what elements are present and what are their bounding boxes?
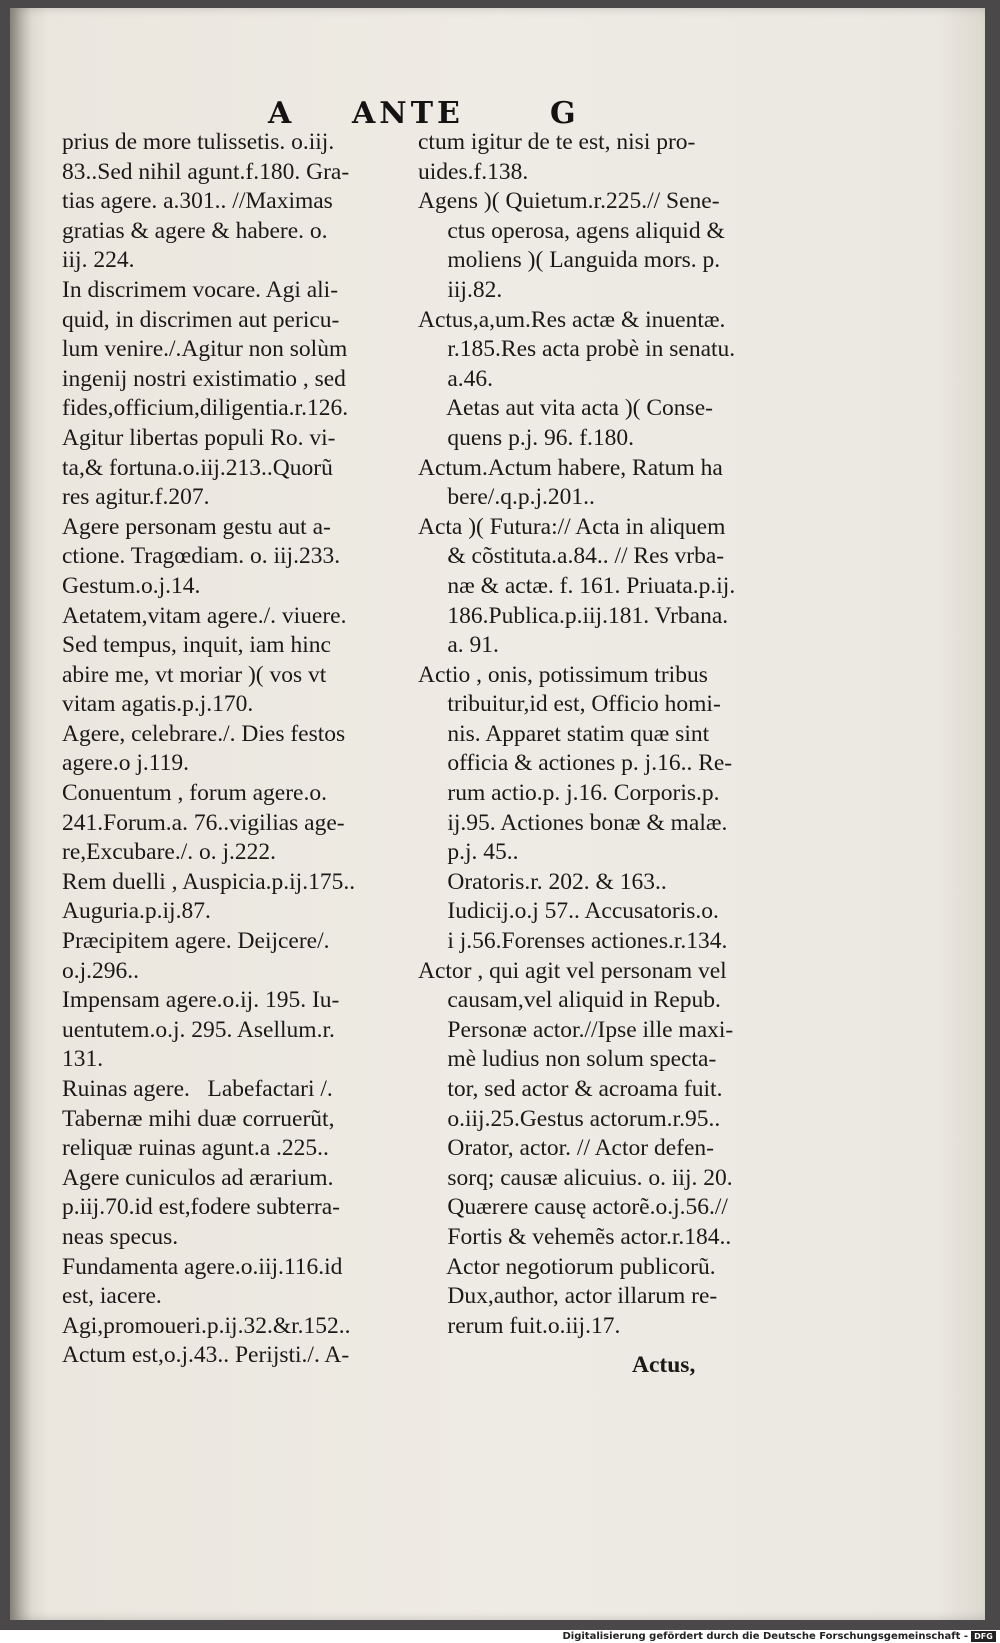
text-line: o.j.296..	[62, 957, 140, 984]
text-line: uides.f.138.	[418, 158, 529, 185]
text-line: tor, sed actor & acroama fuit.	[418, 1076, 723, 1102]
text-line: Tabernæ mihi duæ corruerũt,	[62, 1105, 335, 1132]
text-line: 131.	[62, 1046, 104, 1073]
text-line: bere/.q.p.j.201..	[418, 484, 595, 511]
text-line: ij.95. Actiones bonæ & malæ.	[418, 809, 728, 836]
funding-notice: Digitalisierung gefördert durch die Deutsche Forschungsgemeinschaft -	[562, 1631, 968, 1642]
left-column	[62, 128, 412, 1371]
text-line: Rem duelli , Auspicia.p.ij.175..	[62, 868, 356, 895]
text-line: causam,vel aliquid in Repub.	[418, 987, 721, 1014]
text-line: Aetas aut vita acta )( Conse-	[418, 395, 713, 422]
gutter-shadow	[10, 8, 32, 1620]
text-line: Agens )( Quietum.r.225.// Sene-	[418, 188, 720, 215]
text-line: rerum fuit.o.iij.17.	[418, 1312, 621, 1339]
text-line: p.j. 45..	[418, 839, 519, 866]
text-line: Actum.Actum habere, Ratum ha	[418, 454, 723, 481]
text-line: Actor , qui agit vel personam vel	[418, 957, 727, 984]
text-line: rum actio.p. j.16. Corporis.p.	[418, 780, 720, 807]
text-line: officia & actiones p. j.16.. Re-	[418, 750, 733, 777]
right-column	[418, 128, 788, 1341]
text-line: ctum igitur de te est, nisi pro-	[418, 129, 696, 155]
text-line: ctus operosa, agens aliquid &	[418, 217, 725, 244]
text-line: Oratoris.r. 202. & 163..	[418, 868, 667, 895]
text-line: agere.o j.119.	[62, 750, 190, 777]
text-line: i j.56.Forenses actiones.r.134.	[418, 928, 728, 955]
text-line: Acta )( Futura:// Acta in aliquem	[418, 513, 726, 540]
text-line: Fortis & vehemẽs actor.r.184..	[418, 1223, 732, 1250]
text-line: est, iacere.	[62, 1283, 162, 1310]
text-line: fides,officium,diligentia.r.126.	[62, 395, 349, 422]
text-line: vitam agatis.p.j.170.	[62, 691, 254, 718]
text-line: Orator, actor. // Actor defen-	[418, 1135, 714, 1162]
text-line: neas specus.	[62, 1223, 179, 1250]
text-line: Quærere causę actorẽ.o.j.56.//	[418, 1194, 728, 1221]
text-line: iij. 224.	[62, 247, 135, 274]
text-line: Actus,a,um.Res actæ & inuentæ.	[418, 306, 726, 333]
text-line: ctione. Tragœdiam. o. iij.233.	[62, 543, 341, 570]
text-line: Gestum.o.j.14.	[62, 572, 201, 599]
text-line: næ & actæ. f. 161. Priuata.p.ij.	[418, 572, 736, 599]
text-line: p.iij.70.id est,fodere subterra-	[62, 1194, 340, 1221]
text-line: uentutem.o.j. 295. Asellum.r.	[62, 1016, 335, 1043]
footer-bar	[0, 1630, 1000, 1643]
text-line: Aetatem,vitam agere./. viuere.	[62, 602, 347, 629]
text-line: Actio , onis, potissimum tribus	[418, 661, 708, 688]
text-line: quens p.j. 96. f.180.	[418, 424, 635, 451]
header-right-letter: G	[550, 96, 580, 131]
text-line: 83..Sed nihil agunt.f.180. Gra-	[62, 158, 350, 185]
text-line: nis. Apparet statim quæ sint	[418, 720, 710, 747]
text-line: Iudicij.o.j 57.. Accusatoris.o.	[418, 898, 719, 925]
text-line: & cõstituta.a.84.. // Res vrba-	[418, 543, 725, 570]
text-line: tribuitur,id est, Officio homi-	[418, 691, 721, 718]
text-line: quid, in discrimen aut pericu-	[62, 306, 340, 333]
dfg-logo: DFG	[971, 1631, 996, 1642]
text-line: Agi,promoueri.p.ij.32.&r.152..	[62, 1312, 351, 1339]
text-line: lum venire./.Agitur non solùm	[62, 336, 348, 363]
text-line: Personæ actor.//Ipse ille maxi-	[418, 1016, 734, 1043]
header-left-letter: A	[268, 96, 296, 131]
text-line: 241.Forum.a. 76..vigilias age-	[62, 809, 345, 836]
text-line: Fundamenta agere.o.iij.116.id	[62, 1253, 343, 1280]
text-line: Impensam agere.o.ij. 195. Iu-	[62, 987, 340, 1014]
text-line: Actor negotiorum publicorũ.	[418, 1253, 716, 1280]
text-line: Agere, celebrare./. Dies festos	[62, 720, 346, 747]
text-line: Agere personam gestu aut a-	[62, 513, 331, 540]
text-line: In discrimem vocare. Agi ali-	[62, 276, 339, 303]
text-line: Conuentum , forum agere.o.	[62, 780, 327, 807]
catchword: Actus,	[632, 1352, 696, 1378]
text-line: gratias & agere & habere. o.	[62, 217, 328, 244]
text-line: Agere cuniculos ad ærarium.	[62, 1164, 334, 1191]
header-title: ANTE	[352, 96, 464, 131]
text-line: a.46.	[418, 365, 494, 392]
text-line: ta,& fortuna.o.iij.213..Quorũ	[62, 454, 333, 481]
text-line: r.185.Res acta probè in senatu.	[418, 336, 736, 363]
text-line: Ruinas agere. Labefactari /.	[62, 1076, 333, 1102]
text-line: re,Excubare./. o. j.222.	[62, 839, 277, 866]
text-line: o.iij.25.Gestus actorum.r.95..	[418, 1105, 721, 1132]
text-line: Sed tempus, inquit, iam hinc	[62, 632, 331, 659]
text-line: 186.Publica.p.iij.181. Vrbana.	[418, 602, 729, 629]
text-line: iij.82.	[418, 276, 503, 303]
text-line: ingenij nostri existimatio , sed	[62, 365, 346, 392]
text-line: Auguria.p.ij.87.	[62, 898, 211, 925]
text-line: Actum est,o.j.43.. Perijsti./. A-	[62, 1342, 350, 1369]
text-line: res agitur.f.207.	[62, 484, 210, 511]
text-line: moliens )( Languida mors. p.	[418, 247, 721, 274]
text-line: a. 91.	[418, 632, 499, 659]
text-line: mè ludius non solum specta-	[418, 1046, 717, 1073]
text-line: Dux,author, actor illarum re-	[418, 1283, 718, 1310]
text-line: sorq; causæ alicuius. o. iij. 20.	[418, 1164, 733, 1191]
text-line: Præcipitem agere. Deijcere/.	[62, 928, 330, 955]
text-line: abire me, vt moriar )( vos vt	[62, 661, 327, 688]
text-line: tias agere. a.301.. //Maximas	[62, 188, 333, 215]
text-line: Agitur libertas populi Ro. vi-	[62, 424, 336, 451]
text-line: reliquæ ruinas agunt.a .225..	[62, 1135, 329, 1162]
text-line: prius de more tulissetis. o.iij.	[62, 129, 335, 155]
